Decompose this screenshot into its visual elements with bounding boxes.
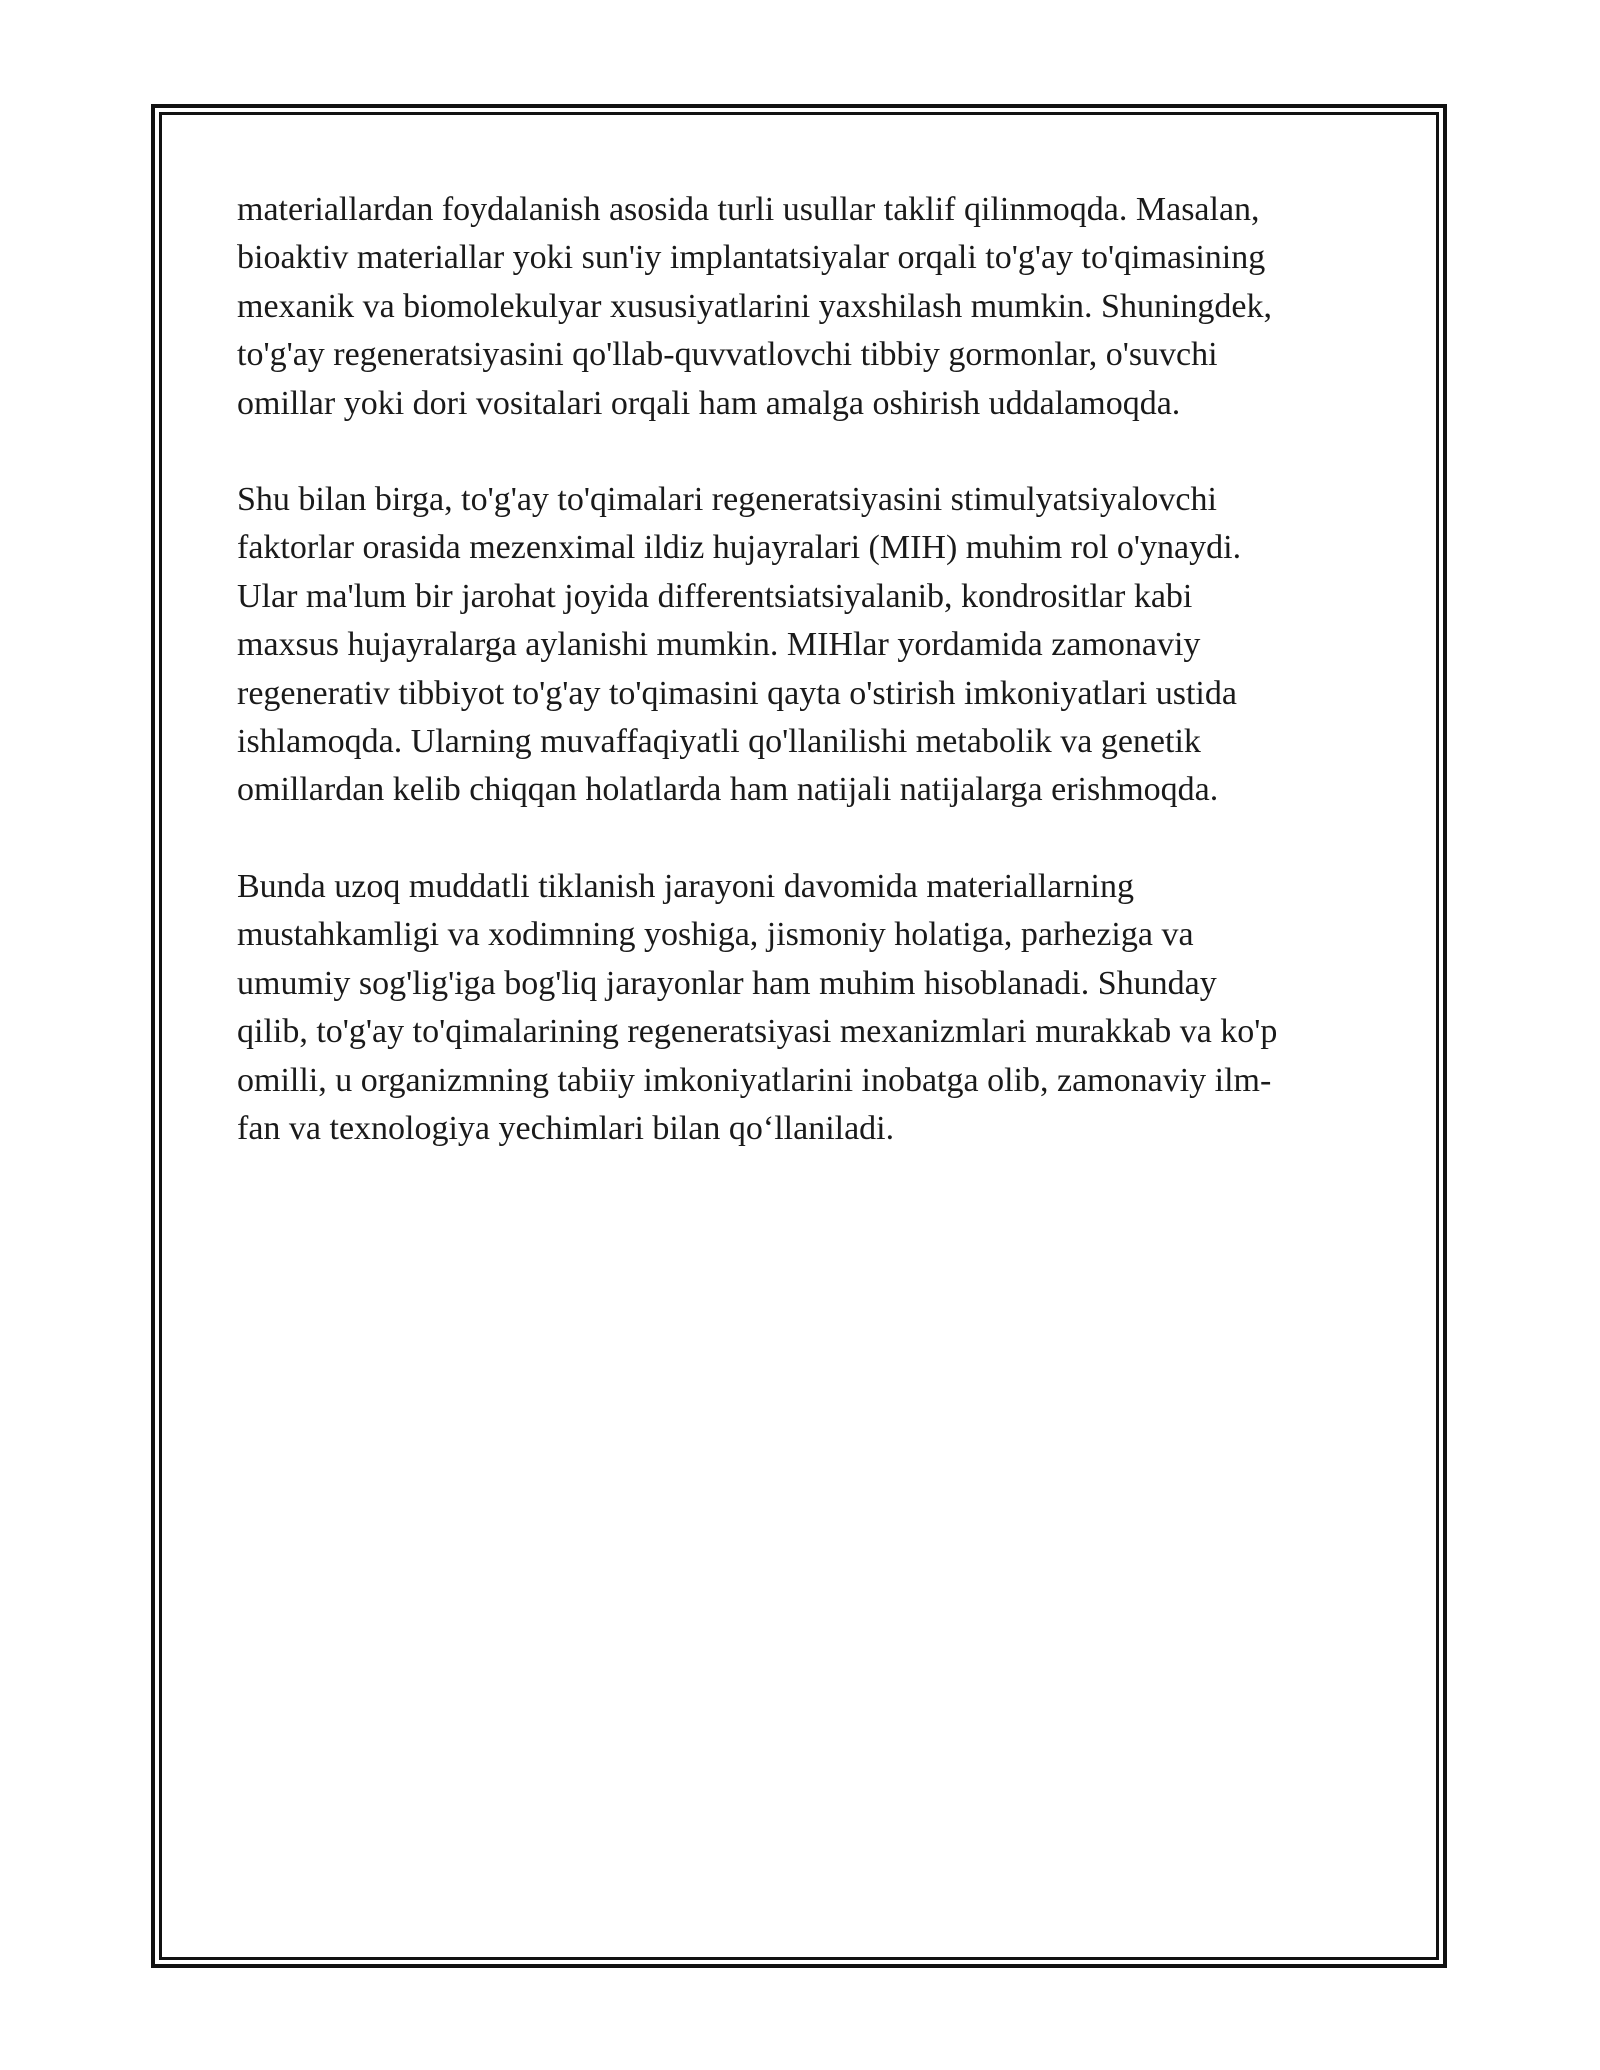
paragraph-2 bbox=[237, 476, 1367, 815]
text-line: omillar yoki dori vositalari orqali ham amalga oshirish uddalamoqda. bbox=[237, 384, 1181, 422]
text-line: Shu bilan birga, to'g'ay to'qimalari regeneratsiyasini stimulyatsiyalovchi bbox=[237, 481, 1217, 519]
text-line: materiallardan foydalanish asosida turli usullar taklif qilinmoqda. Masalan, bbox=[237, 191, 1260, 228]
text-line: umumiy sog'lig'iga bog'liq jarayonlar ham muhim hisoblanadi. Shunday bbox=[237, 964, 1217, 1002]
text-line: ishlamoqda. Ularning muvaffaqiyatli qo'llanilishi metabolik va genetik bbox=[237, 723, 1201, 761]
paragraph-1 bbox=[237, 186, 1367, 428]
text-line: mustahkamligi va xodimning yoshiga, jismoniy holatiga, parheziga va bbox=[237, 916, 1194, 954]
text-line: to'g'ay regeneratsiyasini qo'llab-quvvatlovchi tibbiy gormonlar, o'suvchi bbox=[237, 336, 1218, 374]
text-line: faktorlar orasida mezenximal ildiz hujayralari (MIH) muhim rol o'ynaydi. bbox=[237, 529, 1242, 567]
document-body bbox=[237, 186, 1367, 1201]
text-line: mexanik va biomolekulyar xususiyatlarini yaxshilash mumkin. Shuningdek, bbox=[237, 287, 1272, 325]
text-line: fan va texnologiya yechimlari bilan qo‘llaniladi. bbox=[237, 1109, 895, 1147]
text-line: omillardan kelib chiqqan holatlarda ham natijali natijalarga erishmoqda. bbox=[237, 771, 1219, 809]
text-line: Ular ma'lum bir jarohat joyida differentsiatsiyalanib, kondrositlar kabi bbox=[237, 577, 1193, 615]
text-line: regenerativ tibbiyot to'g'ay to'qimasini qayta o'stirish imkoniyatlari ustida bbox=[237, 674, 1237, 712]
text-line: Bunda uzoq muddatli tiklanish jarayoni davomida materiallarning bbox=[237, 867, 1134, 905]
text-line: bioaktiv materiallar yoki sun'iy implantatsiyalar orqali to'g'ay to'qimasining bbox=[237, 239, 1266, 277]
text-line: maxsus hujayralarga aylanishi mumkin. MIHlar yordamida zamonaviy bbox=[237, 626, 1201, 664]
text-line: omilli, u organizmning tabiiy imkoniyatlarini inobatga olib, zamonaviy ilm- bbox=[237, 1061, 1272, 1099]
paragraph-3 bbox=[237, 863, 1367, 1153]
text-line: qilib, to'g'ay to'qimalarining regeneratsiyasi mexanizmlari murakkab va ko'p bbox=[237, 1013, 1278, 1051]
